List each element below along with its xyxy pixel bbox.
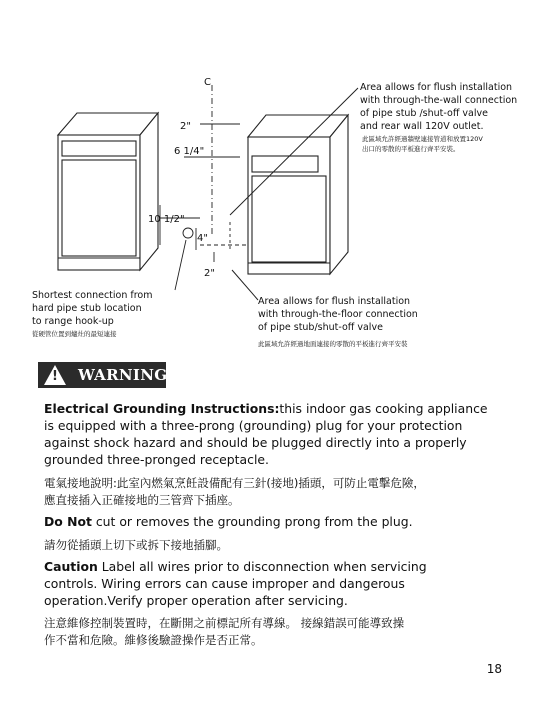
left-cabinet <box>58 113 158 270</box>
caution-section <box>44 558 504 609</box>
dim-6-1-4-label: 6 1/4" <box>174 146 205 157</box>
svg-text:此區域允許經過地面連接的零散的平板進行齊平安裝: 此區域允許經過地面連接的零散的平板進行齊平安裝 <box>258 340 408 348</box>
dim-4in-label: 4" <box>197 233 208 244</box>
donot-text: cut or removes the grounding prong from the plug. <box>91 514 413 529</box>
grounding-line-2: is equipped with a three-prong (grounding) plug for your protection <box>44 418 463 433</box>
grounding-cjk: 電氣接地說明:此室內燃氣烹飪設備配有三針(接地)插頭，可防止電擊危險， 應直接插入正確接地的三管齊下插座。 <box>44 476 425 507</box>
dim-2in-label: 2" <box>180 121 191 132</box>
page-number: 18 <box>486 662 502 676</box>
callout-floor-connection <box>258 296 418 348</box>
centerline-label: C <box>204 77 211 88</box>
caution-cjk: 注意維修控制裝置時，在斷開之前標記所有導線。 接線錯誤可能導致操 作不當和危險。維修後驗證操作是否正常。 <box>44 616 405 647</box>
svg-text:of pipe stub/shut-off valve: of pipe stub/shut-off valve <box>258 322 383 333</box>
callout-wall-connection <box>360 82 517 153</box>
donot-section <box>44 513 504 530</box>
grounding-section <box>44 400 504 468</box>
installation-diagram <box>0 0 540 350</box>
svg-text:with through-the-floor connect: with through-the-floor connection <box>258 309 418 320</box>
svg-text:Area allows for flush installa: Area allows for flush installation <box>258 296 411 307</box>
dim-10-1-2-label: 10 1/2" <box>148 214 185 225</box>
caution-line-1: Label all wires prior to disconnection when servicing <box>97 559 427 574</box>
svg-text:從硬管位置到爐灶的最短連接: 從硬管位置到爐灶的最短連接 <box>32 330 117 338</box>
svg-text:hard pipe stub location: hard pipe stub location <box>32 303 142 314</box>
warning-icon: ! <box>44 365 66 385</box>
callout-shortest-connection <box>32 290 153 338</box>
caution-heading: Caution <box>44 559 98 574</box>
grounding-line-4: grounded three-pronged receptacle. <box>44 452 269 467</box>
caution-line-2: controls. Wiring errors can cause improper and dangerous <box>44 576 405 591</box>
donot-cjk: 請勿從插頭上切下或拆下接地插腳。 <box>44 538 228 552</box>
dim-2in-bottom-label: 2" <box>204 268 215 279</box>
svg-text:to range hook-up: to range hook-up <box>32 316 114 327</box>
grounding-heading: Electrical Grounding Instructions: <box>44 401 280 416</box>
svg-text:出口的零散的平板進行齊平安裝。: 出口的零散的平板進行齊平安裝。 <box>362 145 460 153</box>
svg-text:with through-the-wall connecti: with through-the-wall connection <box>360 95 518 106</box>
warning-label: WARNING <box>78 366 168 384</box>
svg-text:Area allows for flush installa: Area allows for flush installation <box>360 82 513 93</box>
grounding-line-3: against shock hazard and should be plugged directly into a properly <box>44 435 467 450</box>
svg-text:此區域允許經過牆壁連接管道和放置120V: 此區域允許經過牆壁連接管道和放置120V <box>362 135 483 143</box>
svg-text:Shortest connection from: Shortest connection from <box>32 290 153 301</box>
svg-text:and rear wall 120V outlet.: and rear wall 120V outlet. <box>360 121 484 132</box>
warning-banner <box>38 362 166 388</box>
grounding-line-1: this indoor gas cooking appliance <box>279 401 488 416</box>
right-cabinet <box>248 115 348 274</box>
caution-line-3: operation.Verify proper operation after servicing. <box>44 593 348 608</box>
svg-text:of pipe stub /shut-off valve: of pipe stub /shut-off valve <box>360 108 488 119</box>
dimension-lines <box>160 85 246 290</box>
donot-heading: Do Not <box>44 514 92 529</box>
